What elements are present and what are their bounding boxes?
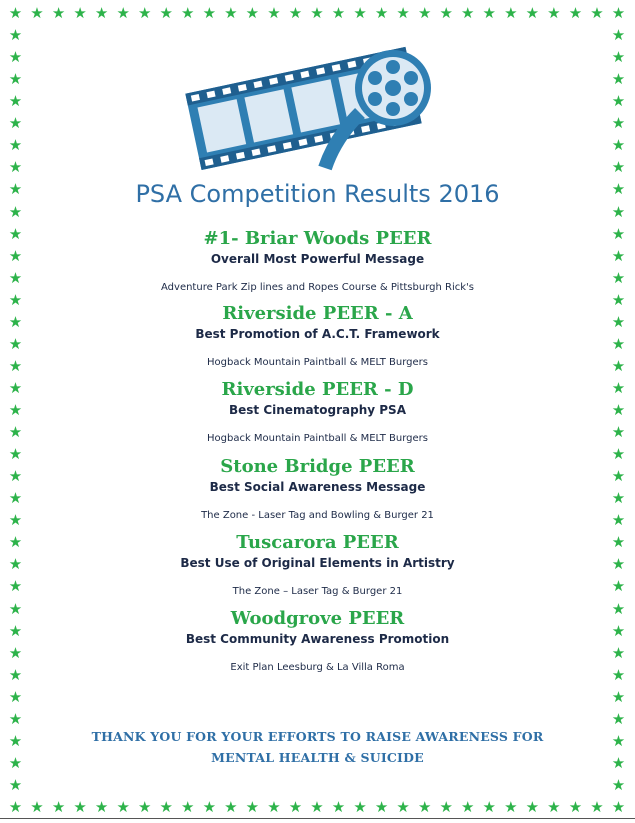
star-icon: ★: [8, 334, 23, 353]
star-icon: ★: [611, 92, 626, 111]
star-icon: ★: [73, 798, 87, 816]
star-icon: ★: [8, 665, 23, 684]
award-title: Best Social Awareness Message: [209, 480, 426, 494]
star-icon: ★: [116, 798, 130, 816]
star-icon: ★: [611, 555, 626, 574]
star-icon: ★: [568, 4, 583, 22]
star-icon: ★: [461, 4, 475, 22]
thank-you-message: [0, 726, 635, 768]
star-icon: ★: [8, 511, 23, 530]
star-icon: ★: [8, 731, 23, 750]
star-icon: ★: [267, 798, 281, 816]
award-title: Best Cinematography PSA: [229, 403, 406, 417]
star-icon: ★: [611, 180, 626, 199]
star-icon: ★: [439, 798, 453, 816]
star-icon: ★: [611, 511, 626, 530]
star-icon: ★: [116, 4, 130, 22]
star-icon: ★: [547, 4, 561, 22]
star-icon: ★: [525, 798, 540, 816]
star-icon: ★: [461, 798, 475, 816]
star-icon: ★: [8, 224, 23, 243]
star-icon: ★: [8, 268, 23, 287]
star-icon: ★: [288, 4, 303, 22]
thank-you-line: MENTAL HEALTH & SUICIDE: [211, 750, 424, 765]
star-icon: ★: [353, 798, 367, 816]
star-icon: ★: [611, 114, 626, 133]
star-icon: ★: [611, 158, 626, 177]
school-name: Riverside PEER - D: [221, 379, 414, 400]
award-title: Best Promotion of A.C.T. Framework: [195, 327, 440, 341]
star-icon: ★: [159, 798, 173, 816]
star-icon: ★: [611, 643, 626, 662]
star-icon: ★: [611, 467, 626, 486]
prize-text: Adventure Park Zip lines and Ropes Course & Pittsburgh Rick's: [161, 282, 474, 293]
star-icon: ★: [396, 798, 410, 816]
star-icon: ★: [245, 798, 260, 816]
page-title: PSA Competition Results 2016: [135, 180, 500, 208]
star-icon: ★: [396, 4, 410, 22]
star-icon: ★: [8, 158, 23, 177]
star-icon: ★: [51, 4, 66, 22]
star-icon: ★: [8, 489, 23, 508]
star-icon: ★: [611, 4, 626, 22]
star-icon: ★: [611, 445, 626, 464]
star-icon: ★: [159, 4, 173, 22]
star-icon: ★: [8, 4, 23, 22]
star-icon: ★: [8, 312, 23, 331]
star-icon: ★: [8, 180, 23, 199]
prize-text: Hogback Mountain Paintball & MELT Burgers: [206, 357, 428, 368]
result-entry: [0, 224, 635, 293]
star-icon: ★: [73, 4, 87, 22]
result-entry: [0, 379, 635, 444]
star-icon: ★: [8, 555, 23, 574]
star-icon: ★: [310, 798, 324, 816]
star-icon: ★: [439, 4, 453, 22]
star-icon: ★: [8, 136, 23, 155]
prize-text: Hogback Mountain Paintball & MELT Burgers: [206, 433, 428, 444]
star-icon: ★: [8, 577, 23, 596]
award-title: Overall Most Powerful Message: [210, 252, 425, 266]
star-icon: ★: [8, 26, 23, 45]
star-icon: ★: [525, 4, 540, 22]
star-icon: ★: [417, 798, 432, 816]
star-icon: ★: [611, 665, 626, 684]
star-icon: ★: [504, 798, 518, 816]
star-icon: ★: [504, 4, 518, 22]
award-title: Best Community Awareness Promotion: [185, 632, 450, 646]
prize-text: Exit Plan Leesburg & La Villa Roma: [230, 662, 405, 673]
star-icon: ★: [8, 378, 23, 397]
star-icon: ★: [611, 533, 626, 552]
star-icon: ★: [611, 401, 626, 419]
star-icon: ★: [202, 4, 217, 22]
star-icon: ★: [611, 136, 626, 155]
school-name: Woodgrove PEER: [230, 608, 405, 629]
school-name: Stone Bridge PEER: [220, 456, 415, 477]
star-icon: ★: [51, 798, 66, 816]
star-icon: ★: [374, 4, 389, 22]
star-icon: ★: [8, 48, 23, 67]
star-icon: ★: [8, 599, 23, 618]
star-icon: ★: [611, 709, 626, 728]
star-icon: ★: [8, 621, 23, 640]
star-icon: ★: [611, 621, 626, 640]
star-icon: ★: [590, 4, 604, 22]
star-icon: ★: [374, 798, 389, 816]
school-name: #1- Briar Woods PEER: [203, 228, 432, 249]
star-icon: ★: [611, 489, 626, 508]
star-icon: ★: [611, 599, 626, 618]
star-icon: ★: [611, 202, 626, 221]
result-entry: [0, 303, 635, 368]
star-icon: ★: [30, 4, 44, 22]
star-icon: ★: [8, 533, 23, 552]
star-icon: ★: [245, 4, 260, 22]
star-icon: ★: [482, 798, 496, 816]
star-icon: ★: [224, 4, 238, 22]
star-icon: ★: [8, 467, 23, 486]
result-entry: [0, 532, 635, 597]
star-icon: ★: [8, 687, 23, 706]
star-icon: ★: [94, 798, 109, 816]
star-icon: ★: [611, 775, 626, 794]
star-icon: ★: [202, 798, 217, 816]
star-icon: ★: [482, 4, 496, 22]
result-entry: [0, 456, 635, 521]
bottom-divider: [0, 818, 635, 819]
star-icon: ★: [137, 4, 152, 22]
star-icon: ★: [30, 798, 44, 816]
star-icon: ★: [8, 798, 23, 816]
star-icon: ★: [611, 246, 626, 265]
star-icon: ★: [611, 687, 626, 706]
star-icon: ★: [94, 4, 109, 22]
star-icon: ★: [331, 4, 346, 22]
star-icon: ★: [611, 312, 626, 331]
star-icon: ★: [611, 290, 626, 309]
film-strip-and-reel-icon: [175, 28, 445, 178]
star-icon: ★: [8, 643, 23, 662]
award-title: Best Use of Original Elements in Artistry: [180, 556, 455, 570]
star-icon: ★: [8, 70, 23, 89]
result-entry: [0, 608, 635, 673]
star-icon: ★: [611, 798, 626, 816]
star-icon: ★: [611, 268, 626, 287]
star-icon: ★: [611, 26, 626, 45]
school-name: Tuscarora PEER: [236, 532, 399, 553]
school-name: Riverside PEER - A: [222, 303, 413, 324]
star-icon: ★: [267, 4, 281, 22]
star-icon: ★: [8, 290, 23, 309]
star-icon: ★: [611, 224, 626, 243]
star-icon: ★: [310, 4, 324, 22]
star-icon: ★: [611, 423, 626, 442]
star-icon: ★: [611, 356, 626, 375]
star-icon: ★: [417, 4, 432, 22]
thank-you-line: THANK YOU FOR YOUR EFFORTS TO RAISE AWARENESS FOR: [91, 729, 544, 744]
star-icon: ★: [590, 798, 604, 816]
star-icon: ★: [8, 775, 23, 794]
star-icon: ★: [181, 798, 195, 816]
star-icon: ★: [8, 246, 23, 265]
star-icon: ★: [288, 798, 303, 816]
star-icon: ★: [8, 423, 23, 442]
star-icon: ★: [331, 798, 346, 816]
star-icon: ★: [8, 401, 23, 419]
star-icon: ★: [353, 4, 367, 22]
star-icon: ★: [568, 798, 583, 816]
star-icon: ★: [611, 577, 626, 596]
star-icon: ★: [8, 445, 23, 464]
star-icon: ★: [611, 753, 626, 772]
star-icon: ★: [611, 731, 626, 750]
star-icon: ★: [611, 378, 626, 397]
star-icon: ★: [137, 798, 152, 816]
star-icon: ★: [8, 92, 23, 111]
star-icon: ★: [611, 334, 626, 353]
star-icon: ★: [547, 798, 561, 816]
star-icon: ★: [611, 48, 626, 67]
star-icon: ★: [611, 70, 626, 89]
star-icon: ★: [8, 114, 23, 133]
star-icon: ★: [181, 4, 195, 22]
star-icon: ★: [8, 356, 23, 375]
star-icon: ★: [8, 753, 23, 772]
prize-text: The Zone - Laser Tag and Bowling & Burger 21: [201, 510, 434, 521]
star-icon: ★: [8, 202, 23, 221]
star-icon: ★: [8, 709, 23, 728]
star-icon: ★: [224, 798, 238, 816]
prize-text: The Zone – Laser Tag & Burger 21: [232, 586, 403, 597]
